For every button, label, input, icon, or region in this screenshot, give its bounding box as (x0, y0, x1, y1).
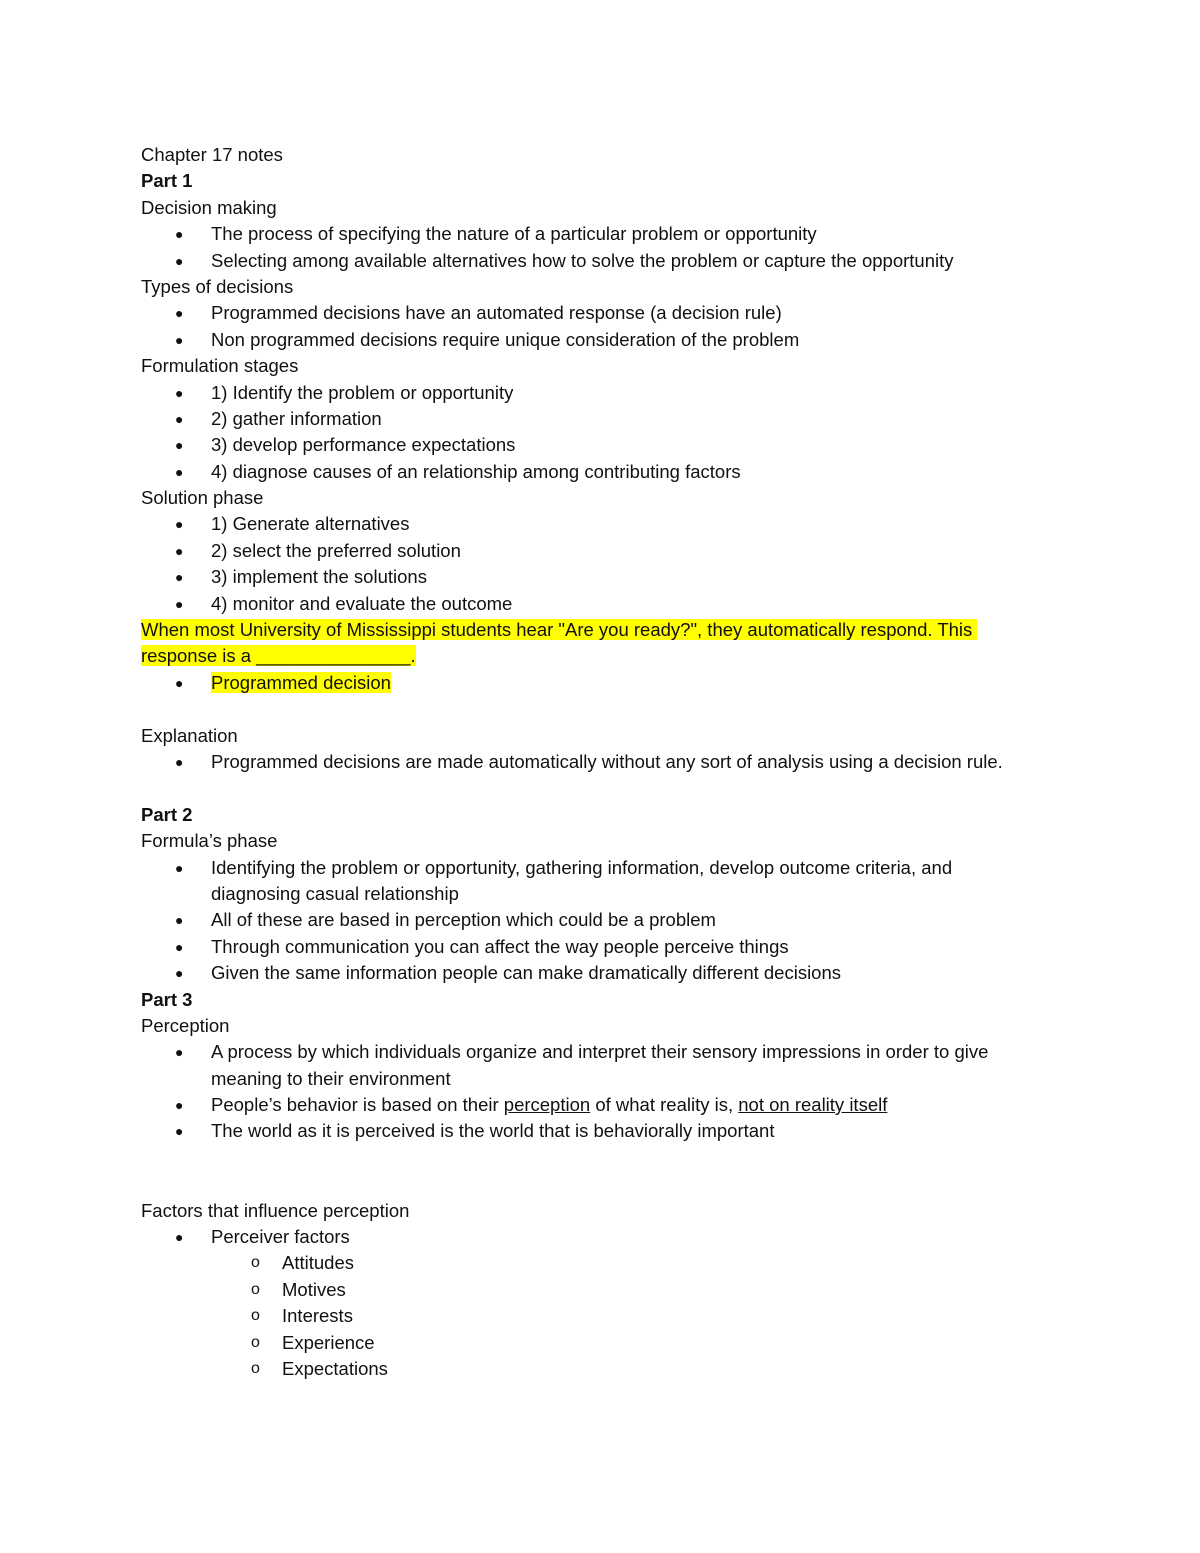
list-item: ● Perceiver factors (141, 1224, 1061, 1250)
bullet-icon: ● (175, 912, 184, 929)
bullet-icon: ● (175, 1097, 184, 1114)
explanation-heading: Explanation (141, 724, 238, 746)
bullet-icon: ● (175, 569, 184, 586)
solution-heading: Solution phase (141, 487, 264, 509)
list-item: ● 4) monitor and evaluate the outcome (141, 591, 1061, 617)
bullet-icon: ● (175, 516, 184, 533)
sub-bullet-icon: o (251, 1254, 260, 1272)
list-item: ● A process by which individuals organize and interpret their sensory impressions in order to give (141, 1039, 1061, 1065)
doc-title: Chapter 17 notes (141, 144, 283, 165)
bullet-icon: ● (175, 331, 184, 348)
list-item: ● Non programmed decisions require unique consideration of the problem (141, 327, 1061, 353)
part1-heading: Part 1 (141, 170, 193, 192)
list-item: ● 4) diagnose causes of an relationship among contributing factors (141, 459, 1061, 485)
part3-heading: Part 3 (141, 988, 193, 1010)
underlined-text: perception (503, 1094, 591, 1116)
bullet-icon: ● (175, 595, 184, 612)
list-item: ● The process of specifying the nature of a particular problem or opportunity (141, 221, 1061, 247)
sub-list-item: o Attitudes (141, 1250, 1061, 1276)
list-item: ● Through communication you can affect the way people perceive things (141, 934, 1061, 960)
underlined-text: not on reality itself (738, 1094, 888, 1116)
bullet-icon: ● (175, 542, 184, 559)
formulas-heading: Formula’s phase (141, 830, 278, 852)
bullet-icon: ● (175, 463, 184, 480)
list-item: ● 3) develop performance expectations (141, 432, 1061, 458)
list-item: ● Selecting among available alternatives how to solve the problem or capture the opportunity (141, 248, 1061, 274)
decision-making-heading: Decision making (141, 196, 277, 218)
formulation-heading: Formulation stages (141, 355, 299, 377)
list-item: ● Given the same information people can make dramatically different decisions (141, 960, 1061, 986)
bullet-icon: ● (175, 226, 184, 243)
list-item: ● Programmed decisions have an automated response (a decision rule) (141, 300, 1061, 326)
bullet-icon: ● (175, 384, 184, 401)
types-heading: Types of decisions (141, 275, 294, 297)
bullet-icon: ● (175, 753, 184, 770)
sub-bullet-icon: o (251, 1359, 260, 1377)
bullet-icon: ● (175, 305, 184, 322)
list-item: ● Programmed decisions are made automatically without any sort of analysis using a decision rule. (141, 749, 1061, 775)
sub-bullet-icon: o (251, 1307, 260, 1325)
perception-heading: Perception (141, 1014, 230, 1036)
bullet-icon: ● (175, 965, 184, 982)
bullet-icon: ● (175, 859, 184, 876)
list-item-continuation: meaning to their environment (211, 1067, 451, 1089)
bullet-icon: ● (175, 410, 184, 427)
list-item-continuation: diagnosing casual relationship (211, 882, 459, 904)
question-line-1 (141, 617, 1061, 643)
list-item: ● 3) implement the solutions (141, 564, 1061, 590)
question-line-2 (141, 643, 1061, 669)
part2-heading: Part 2 (141, 803, 193, 825)
list-item: ● People’s behavior is based on their perception of what reality is, not on reality itself (141, 1092, 1061, 1118)
list-item (141, 670, 1061, 696)
highlighted-answer: Programmed decision (211, 671, 391, 693)
bullet-icon: ● (175, 1123, 184, 1140)
sub-list-item: o Expectations (141, 1356, 1061, 1382)
list-item: ● Identifying the problem or opportunity, gathering information, develop outcome criteria, and (141, 855, 1061, 881)
list-item: ● 1) Identify the problem or opportunity (141, 380, 1061, 406)
sub-bullet-icon: o (251, 1333, 260, 1351)
list-item: ● All of these are based in perception which could be a problem (141, 907, 1061, 933)
sub-list-item: o Motives (141, 1277, 1061, 1303)
document-page (141, 142, 1061, 1382)
bullet-icon: ● (175, 252, 184, 269)
list-item: ● The world as it is perceived is the world that is behaviorally important (141, 1118, 1061, 1144)
list-item: ● 1) Generate alternatives (141, 511, 1061, 537)
highlighted-question-text: When most University of Mississippi students hear "Are you ready?", they automatically respond. This (141, 619, 973, 641)
factors-heading: Factors that influence perception (141, 1199, 410, 1221)
sub-list-item: o Interests (141, 1303, 1061, 1329)
bullet-icon: ● (175, 674, 184, 691)
sub-list-item: o Experience (141, 1330, 1061, 1356)
bullet-icon: ● (175, 1044, 184, 1061)
sub-bullet-icon: o (251, 1280, 260, 1298)
list-item: ● 2) select the preferred solution (141, 538, 1061, 564)
bullet-icon: ● (175, 437, 184, 454)
bullet-icon: ● (175, 938, 184, 955)
highlighted-question-text: response is a _______________. (141, 645, 416, 667)
list-item: ● 2) gather information (141, 406, 1061, 432)
bullet-icon: ● (175, 1229, 184, 1246)
